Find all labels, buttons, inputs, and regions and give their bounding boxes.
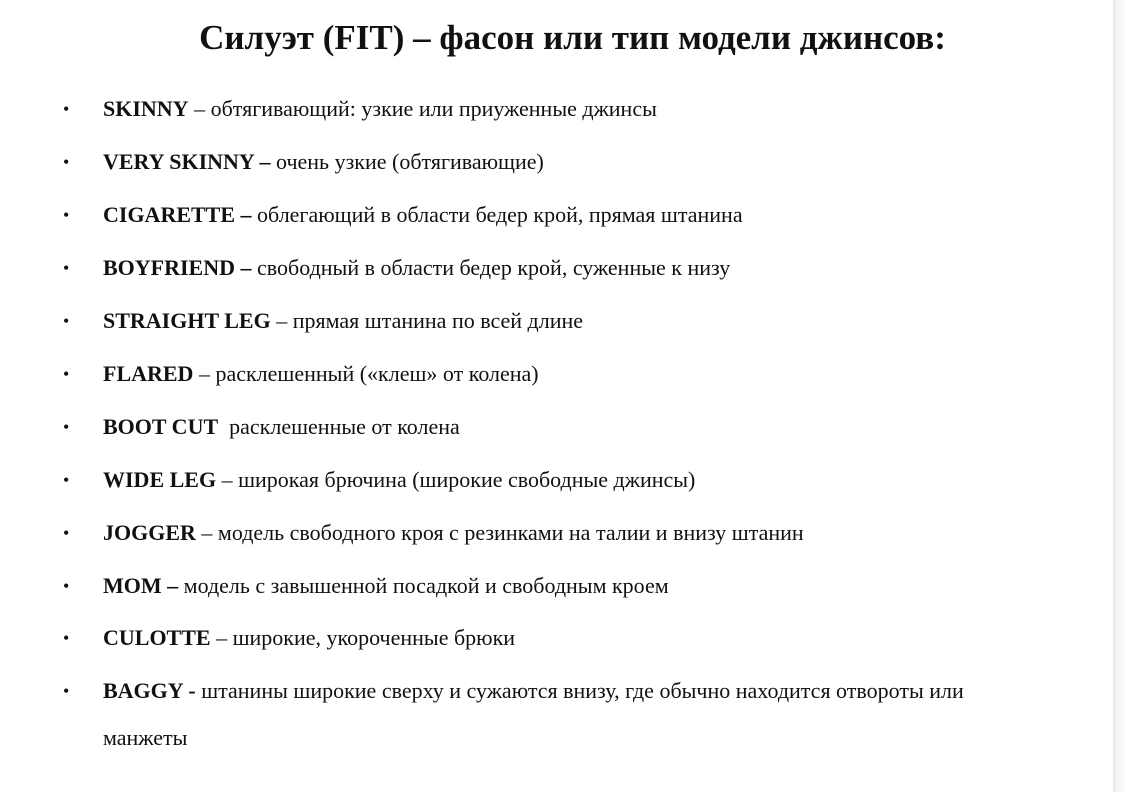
page-title: Силуэт (FIT) – фасон или тип модели джинсов: <box>199 18 946 57</box>
bullet: • <box>63 576 70 596</box>
bullet: • <box>63 364 70 384</box>
description: свободный в области бедер крой, суженные к низу <box>251 255 731 280</box>
list-item <box>0 412 1113 442</box>
term: CULOTTE <box>103 625 211 650</box>
term: STRAIGHT LEG <box>103 308 271 333</box>
list-item <box>0 253 1113 283</box>
description: облегающий в области бедер крой, прямая штанина <box>251 202 743 227</box>
description: – модель свободного кроя с резинками на талии и внизу штанин <box>195 520 804 545</box>
list-item <box>0 94 1113 124</box>
list-item-continuation: манжеты <box>103 725 188 750</box>
term: CIGARETTE – <box>103 202 252 227</box>
bullet: • <box>63 523 70 543</box>
list-item <box>0 200 1113 230</box>
bullet: • <box>63 311 70 331</box>
term: WIDE LEG <box>103 467 217 492</box>
description: – широкая брючина (широкие свободные джинсы) <box>216 467 696 492</box>
bullet: • <box>63 681 70 701</box>
bullet: • <box>63 258 70 278</box>
bullet: • <box>63 417 70 437</box>
list-item <box>0 147 1113 177</box>
bullet: • <box>63 152 70 172</box>
description: – расклешенный («клеш» от колена) <box>193 361 539 386</box>
term: SKINNY <box>103 96 189 121</box>
term: JOGGER <box>103 520 196 545</box>
page-edge-shadow <box>1113 0 1125 792</box>
bullet: • <box>63 628 70 648</box>
list-item <box>0 465 1113 495</box>
term: VERY SKINNY – <box>103 149 271 174</box>
list-item <box>0 518 1113 548</box>
list-item <box>0 623 1113 653</box>
bullet: • <box>63 470 70 490</box>
description: модель с завышенной посадкой и свободным кроем <box>178 573 669 598</box>
list-item <box>0 571 1113 601</box>
list-item <box>0 676 1113 706</box>
description: расклешенные от колена <box>218 414 460 439</box>
term: BOYFRIEND – <box>103 255 252 280</box>
bullet: • <box>63 99 70 119</box>
description: – широкие, укороченные брюки <box>210 625 516 650</box>
term: MOM – <box>103 573 179 598</box>
term: BOOT CUT <box>103 414 219 439</box>
description: – прямая штанина по всей длине <box>270 308 584 333</box>
description: очень узкие (обтягивающие) <box>270 149 544 174</box>
list-item <box>0 306 1113 336</box>
bullet: • <box>63 205 70 225</box>
description: – обтягивающий: узкие или приуженные джинсы <box>188 96 657 121</box>
term: FLARED <box>103 361 194 386</box>
description: штанины широкие сверху и сужаются внизу, где обычно находится отвороты или <box>195 678 964 703</box>
term: BAGGY - <box>103 678 196 703</box>
list-item <box>0 359 1113 389</box>
